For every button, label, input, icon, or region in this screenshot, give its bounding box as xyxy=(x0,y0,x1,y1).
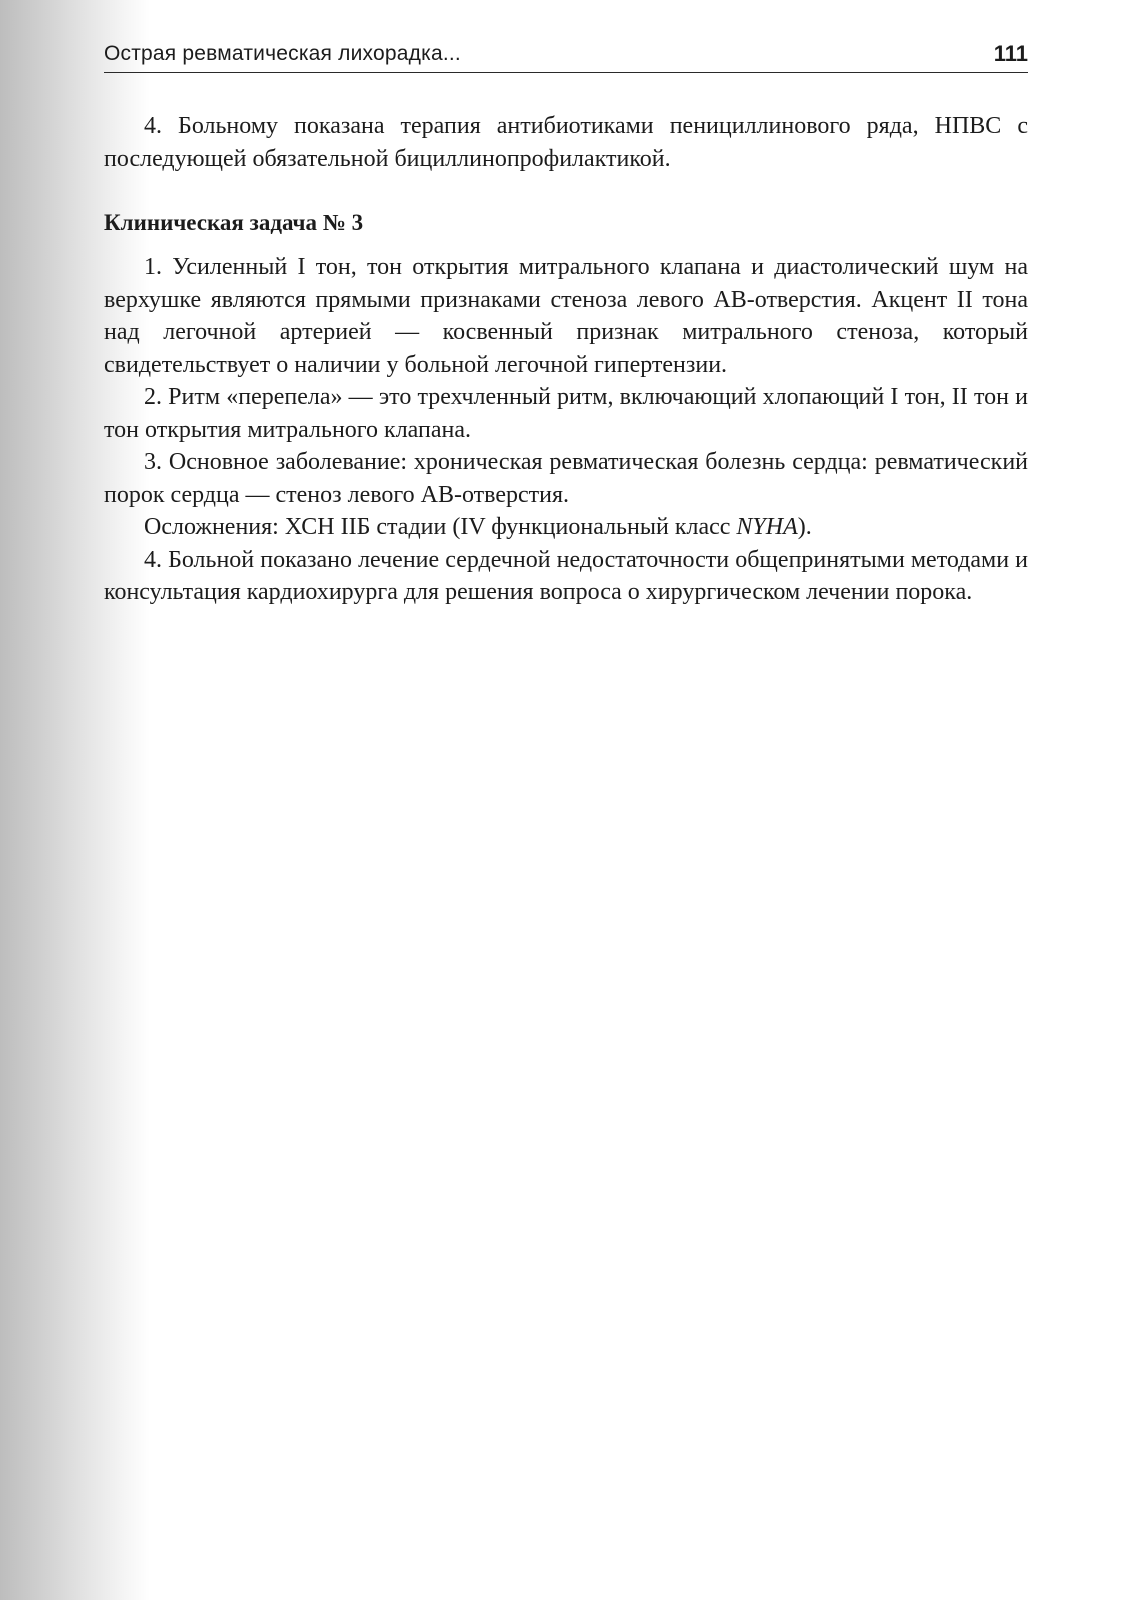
page-number: 111 xyxy=(993,41,1028,66)
answer-paragraph-2: 2. Ритм «перепела» — это трехчленный ритм, включающий хлопающий I тон, II тон и тон открытия митрального клапана. xyxy=(104,384,1028,443)
book-page xyxy=(104,0,1028,1600)
complications-suffix: ). xyxy=(797,514,812,540)
answer-paragraph-3: 3. Основное заболевание: хроническая ревматическая болезнь сердца: ревматический порок сердца — стеноз левого АВ-отверстия. xyxy=(104,449,1028,508)
complications-text: Осложнения: ХСН IIБ стадии (IV функциональный класс xyxy=(144,514,737,540)
task-heading: Клиническая задача № 3 xyxy=(104,210,364,235)
nyha-italic: NYHA xyxy=(736,514,798,540)
answer-paragraph-4: 4. Больной показано лечение сердечной недостаточности общепринятыми методами и консультация кардиохирурга для решения вопроса о хирургическом лечении порока. xyxy=(104,546,1028,605)
complications-paragraph xyxy=(104,511,1028,544)
running-title: Острая ревматическая лихорадка... xyxy=(104,42,461,65)
answer-paragraph-1: 1. Усиленный I тон, тон открытия митрального клапана и диастолический шум на верхушке являются прямыми признаками стеноза левого АВ-отверстия. Акцент II тона над легочной артерией — косвенный признак митрального стеноза, который свидетельствует о наличии у больной легочной гипертензии. xyxy=(104,254,1028,378)
page-content xyxy=(104,110,1028,609)
intro-paragraph: 4. Больному показана терапия антибиотиками пенициллинового ряда, НПВС с последующей обязательной бициллинопрофилактикой. xyxy=(104,113,1028,172)
running-header xyxy=(104,38,1028,73)
